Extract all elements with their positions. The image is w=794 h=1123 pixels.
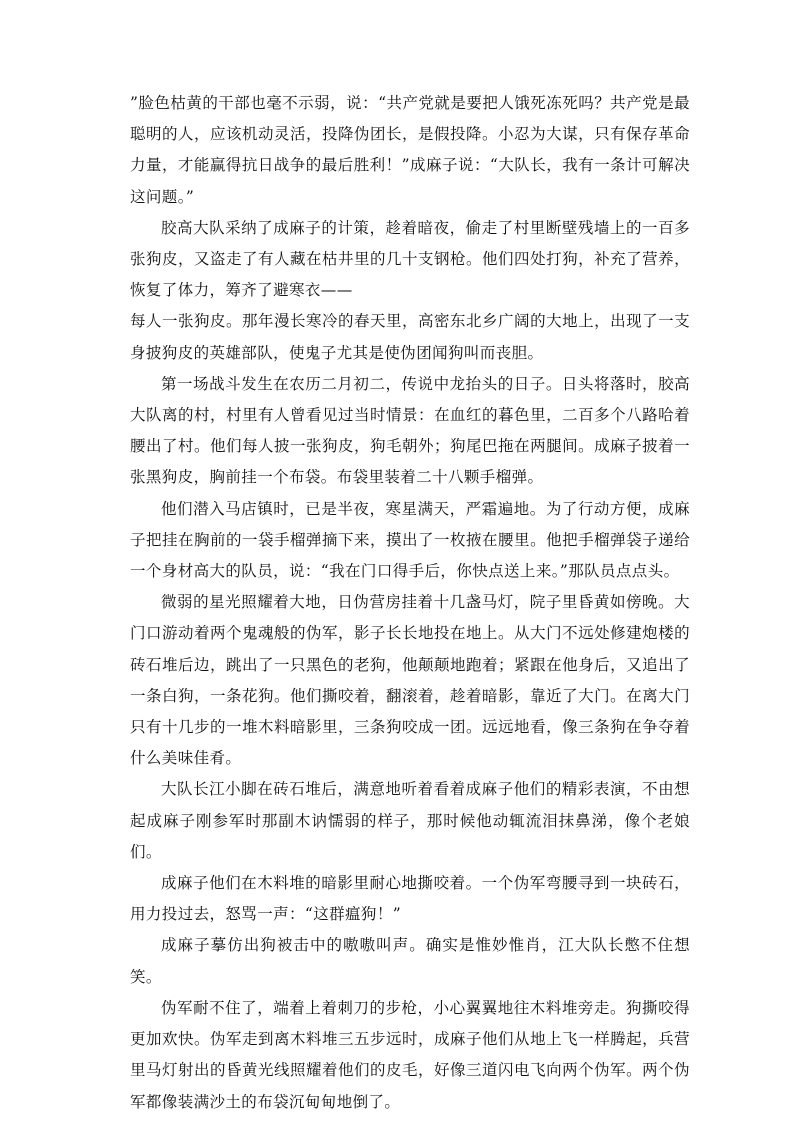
document-body [130, 88, 690, 1118]
paragraph-7: 大队长江小脚在砖石堆后，满意地听着看着成麻子他们的精彩表演，不由想起成麻子刚参军时那副木讷懦弱的样子，那时候他动辄流泪抹鼻涕，像个老娘们。 [130, 780, 690, 861]
paragraph-5: 他们潜入马店镇时，已是半夜，寒星满天，严霜遍地。为了行动方便，成麻子把挂在胸前的一袋手榴弹摘下来，摸出了一枚掖在腰里。他把手榴弹袋子递给一个身材高大的队员，说：“我在门口得手后，你快点送上来。”那队员点点头。 [130, 499, 690, 581]
paragraph-1: ”脸色枯黄的干部也毫不示弱，说：“共产党就是要把人饿死冻死吗？共产党是最聪明的人，应该机动灵活，投降伪团长，是假投降。小忍为大谋，只有保存革命力量，才能赢得抗日战争的最后胜利！”成麻子说：“大队长，我有一条计可解决这问题。” [130, 94, 690, 206]
paragraph-6: 微弱的星光照耀着大地，日伪营房挂着十几盏马灯，院子里昏黄如傍晚。大门口游动着两个鬼魂般的伪军，影子长长地投在地上。从大门不远处修建炮楼的砖石堆后边，跳出了一只黑色的老狗，他颠颠地跑着；紧跟在他身后，又追出了一条白狗，一条花狗。他们撕咬着，翻滚着，趁着暗影，靠近了大门。在离大门只有十几步的一堆木料暗影里，三条狗咬成一团。远远地看，像三条狗在争夺着什么美味佳肴。 [130, 593, 690, 768]
paragraph-10: 伪军耐不住了，端着上着刺刀的步枪，小心翼翼地往木料堆旁走。狗撕咬得更加欢快。伪军走到离木料堆三五步远时，成麻子他们从地上飞一样腾起，兵营里马灯射出的昏黄光线照耀着他们的皮毛，好像三道闪电飞向两个伪军。两个伪军都像装满沙土的布袋沉甸甸地倒了。 [130, 998, 690, 1111]
paragraph-8: 成麻子他们在木料堆的暗影里耐心地撕咬着。一个伪军弯腰寻到一块砖石，用力投过去，怒骂一声：“这群瘟狗！” [130, 874, 690, 924]
paragraph-9: 成麻子摹仿出狗被击中的嗷嗷叫声。确实是惟妙惟肖，江大队长憋不住想笑。 [130, 936, 690, 986]
paragraph-2: 胶高大队采纳了成麻子的计策，趁着暗夜，偷走了村里断壁残墙上的一百多张狗皮，又盗走了有人藏在枯井里的几十支钢枪。他们四处打狗，补充了营养，恢复了体力，筹齐了避寒衣—— [130, 218, 690, 300]
paragraph-3: 每人一张狗皮。那年漫长寒冷的春天里，高密东北乡广阔的大地上，出现了一支身披狗皮的英雄部队，使鬼子尤其是使伪团闻狗叫而丧胆。 [130, 312, 690, 362]
paragraph-4: 第一场战斗发生在农历二月初二，传说中龙抬头的日子。日头将落时，胶高大队离的村，村里有人曾看见过当时情景：在血红的暮色里，二百多个八路哈着腰出了村。他们每人披一张狗皮，狗毛朝外；狗尾巴拖在两腿间。成麻子披着一张黑狗皮，胸前挂一个布袋。布袋里装着二十八颗手榴弹。 [130, 374, 690, 487]
